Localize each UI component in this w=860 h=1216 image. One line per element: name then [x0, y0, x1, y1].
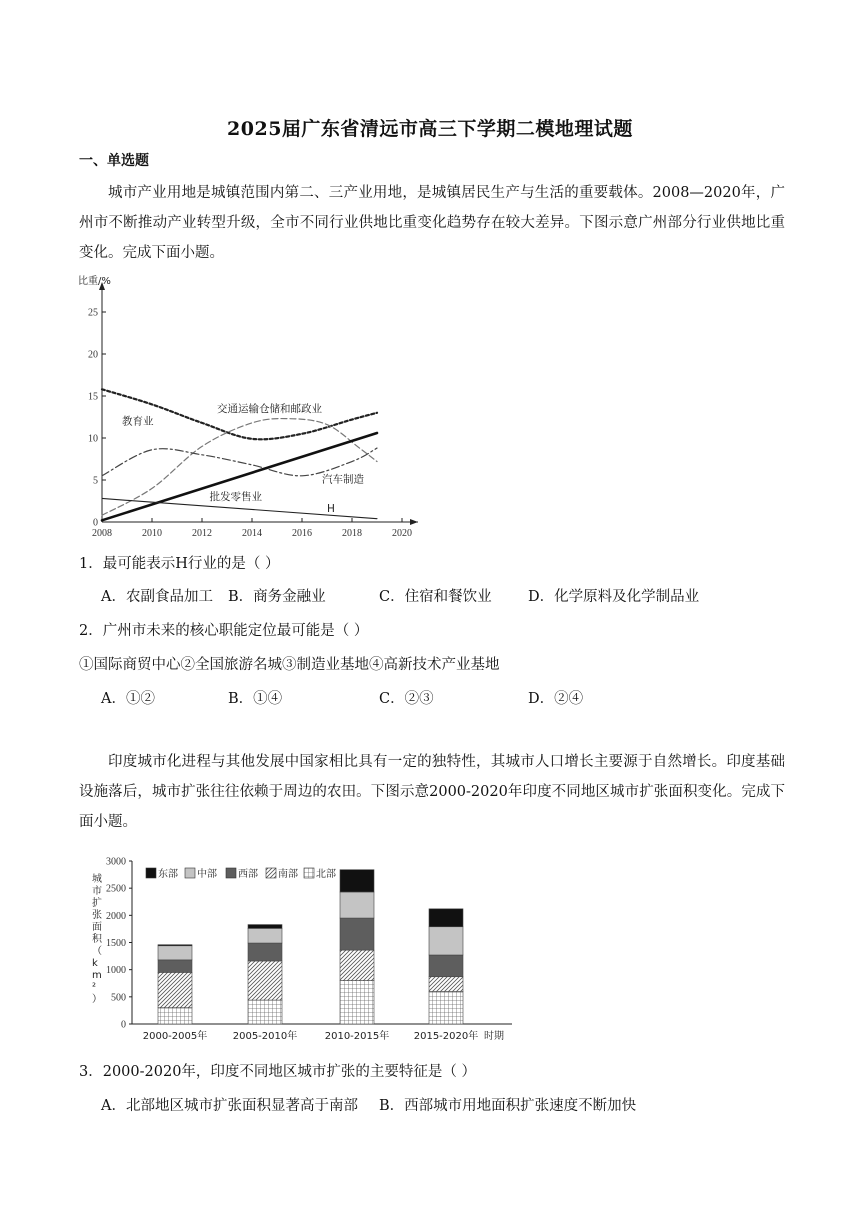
chart2-legend [146, 867, 336, 880]
bar-segment-东部 [158, 945, 192, 946]
line-chart-guangzhou-land-use [78, 270, 428, 542]
q1-option-d[interactable]: D．化学原料及化学制品业 [528, 589, 700, 605]
bar-segment-南部 [340, 950, 374, 980]
question-3-stem: 3．2000-2020年，印度不同地区城市扩张的主要特征是（ ） [79, 1064, 477, 1080]
x-tick-label: 2020 [392, 528, 412, 539]
y-axis-title: 比重/% [78, 276, 111, 287]
x-tick-label: 2014 [242, 528, 262, 539]
section-heading: 一、单选题 [79, 153, 149, 169]
chart1-labels [78, 274, 412, 539]
bar-segment-南部 [429, 977, 463, 992]
q1-option-a[interactable]: A．农副食品加工 [101, 589, 213, 605]
bar-segment-东部 [340, 870, 374, 892]
series-label-交通运输仓储和邮政业: 交通运输仓储和邮政业 [217, 402, 322, 415]
x-tick-label: 2016 [292, 528, 312, 539]
series-line-汽车制造 [102, 448, 377, 476]
x-tick-label: 2005-2010年 [232, 1031, 298, 1042]
legend-swatch-中部 [185, 868, 195, 878]
q2-option-c[interactable]: C．②③ [379, 691, 434, 707]
y-tick-label: 2000 [106, 910, 126, 922]
bar-segment-北部 [248, 1000, 282, 1024]
legend-swatch-北部 [304, 868, 314, 878]
x-axis-arrow [410, 519, 418, 525]
series-label-汽车制造: 汽车制造 [322, 473, 364, 486]
passage-1: 城市产业用地是城镇范围内第二、三产业用地，是城镇居民生产与生活的重要载体。2008—2020年，广州市不断推动产业转型升级，全市不同行业供地比重变化趋势存在较大差异。下图示意广州部分行业供地比重变化。完成下面小题。 [79, 185, 785, 261]
y-tick-label: 25 [88, 307, 98, 319]
bar-segment-西部 [248, 943, 282, 961]
y-tick-label: 15 [88, 391, 98, 403]
y-tick-label: 20 [88, 349, 98, 361]
x-tick-label: 2008 [92, 528, 112, 539]
bar-segment-北部 [158, 1008, 192, 1024]
bar-segment-中部 [158, 946, 192, 960]
y-axis-title: 城市扩张面积（ k m ² ） [92, 874, 102, 1005]
passage-2: 印度城市化进程与其他发展中国家相比具有一定的独特性，其城市人口增长主要源于自然增长。印度基础设施落后，城市扩张往往依赖于周边的农田。下图示意2000-2020年印度不同地区城市扩张面积变化。完成下面小题。 [79, 754, 785, 830]
bar-segment-西部 [429, 955, 463, 977]
y-tick-label: 1500 [106, 938, 126, 949]
x-tick-label: 2015-2020年 [413, 1031, 479, 1042]
x-tick-label: 2010-2015年 [324, 1031, 390, 1042]
chart2-bars [158, 870, 463, 1024]
legend-label-中部: 中部 [197, 869, 217, 880]
series-label-H: H [327, 502, 335, 515]
x-tick-label: 2018 [342, 528, 362, 539]
x-tick-label: 2010 [142, 528, 162, 539]
bar-segment-中部 [340, 892, 374, 918]
q1-option-b[interactable]: B．商务金融业 [228, 589, 326, 605]
bar-segment-中部 [248, 928, 282, 943]
q3-option-a[interactable]: A．北部地区城市扩张面积显著高于南部 [101, 1098, 358, 1114]
bar-segment-西部 [340, 918, 374, 950]
bar-segment-东部 [429, 909, 463, 927]
y-tick-label: 0 [121, 1019, 126, 1031]
y-tick-label: 2500 [106, 883, 126, 895]
bar-segment-南部 [158, 972, 192, 1007]
legend-label-西部: 西部 [238, 869, 258, 880]
bar-segment-北部 [340, 981, 374, 1024]
legend-label-南部: 南部 [278, 869, 298, 880]
y-tick-label: 0 [93, 517, 98, 529]
bar-segment-北部 [429, 991, 463, 1024]
y-tick-label: 3000 [106, 856, 126, 868]
y-tick-label: 10 [88, 433, 98, 445]
q2-option-a[interactable]: A．①② [101, 691, 155, 707]
legend-label-东部: 东部 [158, 869, 178, 880]
bar-segment-南部 [248, 961, 282, 1000]
q2-option-b[interactable]: B．①④ [228, 691, 283, 707]
question-2-stem: 2．广州市未来的核心职能定位最可能是（ ） [79, 623, 369, 639]
x-tick-label: 2012 [192, 528, 212, 539]
series-label-教育业: 教育业 [122, 415, 154, 428]
x-tick-label: 2000-2005年 [142, 1031, 208, 1042]
legend-swatch-南部 [266, 868, 276, 878]
q1-option-c[interactable]: C．住宿和餐饮业 [379, 589, 492, 605]
bar-segment-西部 [158, 960, 192, 972]
y-tick-label: 1000 [106, 965, 126, 977]
y-tick-label: 500 [111, 992, 126, 1004]
series-label-批发零售业: 批发零售业 [209, 491, 262, 504]
q3-option-b[interactable]: B．西部城市用地面积扩张速度不断加快 [379, 1098, 637, 1114]
page-title: 2025届广东省清远市高三下学期二模地理试题 [227, 118, 633, 140]
question-1-stem: 1．最可能表示H行业的是（ ） [79, 556, 280, 572]
q2-option-d[interactable]: D．②④ [528, 691, 584, 707]
legend-swatch-西部 [226, 868, 236, 878]
stacked-bar-chart-india-expansion [80, 852, 520, 1047]
bar-segment-东部 [248, 925, 282, 929]
legend-swatch-东部 [146, 868, 156, 878]
x-axis-title: 时期 [484, 1031, 504, 1042]
question-2-items: ①国际商贸中心②全国旅游名城③制造业基地④高新技术产业基地 [79, 657, 500, 673]
y-tick-label: 5 [93, 475, 98, 487]
bar-segment-中部 [429, 927, 463, 955]
legend-label-北部: 北部 [316, 869, 336, 880]
